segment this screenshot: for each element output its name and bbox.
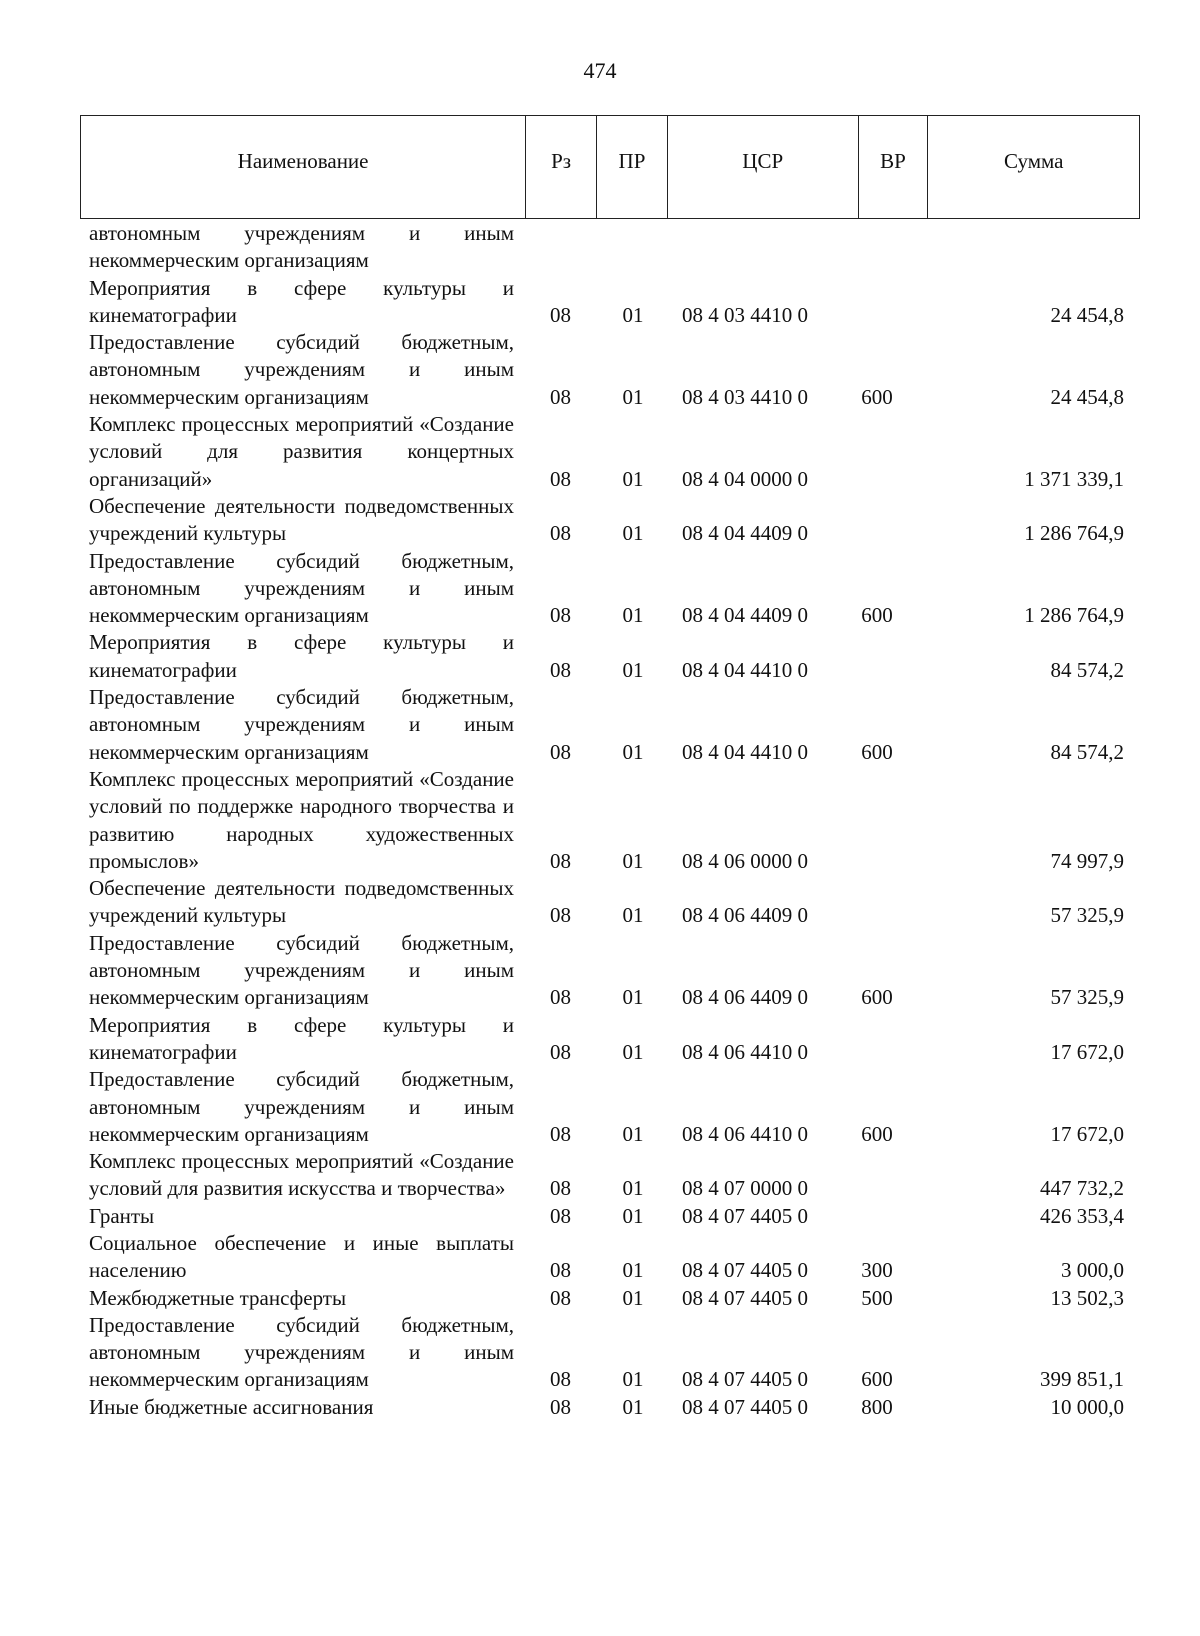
row-pr: 01 [622, 466, 644, 491]
row-name: Мероприятия в сфере культуры и кинематографии [89, 630, 514, 682]
row-vr: 600 [861, 1121, 893, 1146]
row-rz: 08 [550, 1367, 571, 1392]
row-sum: 17 672,0 [1050, 1121, 1124, 1146]
row-csr: 08 4 07 4405 0 [682, 1394, 808, 1419]
row-rz: 08 [550, 985, 571, 1010]
row-vr: 600 [861, 1367, 893, 1392]
row-sum: 24 454,8 [1050, 384, 1124, 409]
header-rz: Рз [526, 116, 597, 218]
row-pr: 01 [622, 1367, 644, 1392]
header-pr: ПР [597, 116, 668, 218]
row-pr: 01 [622, 603, 644, 628]
header-name: Наименование [81, 116, 526, 218]
row-sum: 1 371 339,1 [1024, 466, 1124, 491]
row-csr: 08 4 04 4410 0 [682, 739, 808, 764]
table-row [89, 275, 1129, 330]
row-pr: 01 [622, 1285, 644, 1310]
row-rz: 08 [550, 1121, 571, 1146]
table-row [89, 930, 1129, 1012]
table-row [89, 1148, 1129, 1203]
row-name: Комплекс процессных мероприятий «Создание условий для развития искусства и творчества» [89, 1149, 514, 1201]
header-sum: Сумма [1003, 148, 1064, 173]
table-row [89, 1285, 1129, 1312]
row-sum: 426 353,4 [1040, 1203, 1124, 1228]
row-rz: 08 [550, 1039, 571, 1064]
row-name: автономным учреждениям и иным некоммерческим организациям [89, 221, 514, 273]
table-header [80, 115, 1140, 219]
row-sum: 17 672,0 [1050, 1039, 1124, 1064]
table-row [89, 1312, 1129, 1394]
row-rz: 08 [550, 302, 571, 327]
table-row [89, 329, 1129, 411]
row-rz: 08 [550, 1285, 571, 1310]
row-name: Межбюджетные трансферты [89, 1285, 347, 1310]
table-body [89, 220, 1129, 1421]
row-pr: 01 [622, 1039, 644, 1064]
row-pr: 01 [622, 985, 644, 1010]
table-row [89, 1230, 1129, 1285]
row-rz: 08 [550, 739, 571, 764]
row-name: Предоставление субсидий бюджетным, автономным учреждениям и иным некоммерческим организациям [89, 330, 514, 409]
row-sum: 57 325,9 [1050, 903, 1124, 928]
row-sum: 447 732,2 [1040, 1176, 1124, 1201]
row-sum: 1 286 764,9 [1024, 603, 1124, 628]
row-sum: 13 502,3 [1050, 1285, 1124, 1310]
row-csr: 08 4 07 4405 0 [682, 1258, 808, 1283]
row-name: Обеспечение деятельности подведомственных учреждений культуры [89, 493, 514, 546]
row-csr: 08 4 04 4410 0 [682, 657, 808, 682]
row-csr: 08 4 07 0000 0 [682, 1176, 808, 1201]
row-name: Комплекс процессных мероприятий «Создание условий по поддержке народного творчества и развитию народных художественных промыслов» [89, 766, 514, 873]
row-name: Предоставление субсидий бюджетным, автономным учреждениям и иным некоммерческим организациям [89, 1312, 514, 1392]
row-rz: 08 [550, 657, 571, 682]
row-csr: 08 4 04 0000 0 [682, 466, 808, 491]
row-sum: 3 000,0 [1061, 1258, 1124, 1283]
row-name: Комплекс процессных мероприятий «Создание условий для развития концертных организаций» [89, 412, 514, 491]
row-rz: 08 [550, 1176, 571, 1201]
row-pr: 01 [622, 1176, 644, 1201]
table-row [89, 875, 1129, 930]
table-row [89, 411, 1129, 493]
row-name: Предоставление субсидий бюджетным, автономным учреждениям и иным некоммерческим организациям [89, 548, 514, 628]
row-sum: 84 574,2 [1050, 739, 1124, 764]
row-vr: 300 [861, 1258, 893, 1283]
table-row [89, 1203, 1129, 1230]
table-row [89, 1066, 1129, 1148]
row-csr: 08 4 07 4405 0 [682, 1203, 808, 1228]
row-sum: 84 574,2 [1050, 657, 1124, 682]
row-vr: 600 [861, 603, 893, 628]
row-rz: 08 [550, 1394, 571, 1419]
row-vr: 600 [861, 739, 893, 764]
row-vr: 600 [861, 985, 893, 1010]
row-csr: 08 4 06 0000 0 [682, 848, 808, 873]
table-row [89, 766, 1129, 875]
header-csr: ЦСР [668, 116, 859, 218]
page-number: 474 [583, 58, 617, 83]
row-name: Предоставление субсидий бюджетным, автономным учреждениям и иным некоммерческим организациям [89, 1067, 514, 1146]
row-csr: 08 4 04 4409 0 [682, 603, 808, 628]
row-pr: 01 [622, 1258, 644, 1283]
row-sum: 74 997,9 [1050, 848, 1124, 873]
row-csr: 08 4 06 4409 0 [682, 903, 808, 928]
row-csr: 08 4 03 4410 0 [682, 302, 808, 327]
row-name: Мероприятия в сфере культуры и кинематографии [89, 1012, 514, 1064]
row-rz: 08 [550, 603, 571, 628]
table-row [89, 684, 1129, 766]
row-csr: 08 4 04 4409 0 [682, 521, 808, 546]
row-rz: 08 [550, 466, 571, 491]
row-sum: 57 325,9 [1050, 985, 1124, 1010]
row-csr: 08 4 07 4405 0 [682, 1285, 808, 1310]
row-rz: 08 [550, 903, 571, 928]
row-pr: 01 [622, 1121, 644, 1146]
row-csr: 08 4 06 4410 0 [682, 1039, 808, 1064]
row-pr: 01 [622, 302, 644, 327]
row-pr: 01 [622, 848, 644, 873]
row-name: Предоставление субсидий бюджетным, автономным учреждениям и иным некоммерческим организациям [89, 685, 514, 764]
row-rz: 08 [550, 521, 571, 546]
row-pr: 01 [622, 657, 644, 682]
table-row [89, 629, 1129, 684]
row-sum: 24 454,8 [1050, 302, 1124, 327]
row-vr: 500 [861, 1285, 893, 1310]
table-row [89, 493, 1129, 548]
row-name: Предоставление субсидий бюджетным, автономным учреждениям и иным некоммерческим организациям [89, 930, 514, 1010]
row-pr: 01 [622, 1394, 644, 1419]
table-row [89, 1394, 1129, 1421]
table-row [89, 1012, 1129, 1067]
row-csr: 08 4 06 4409 0 [682, 985, 808, 1010]
row-name: Обеспечение деятельности подведомственных учреждений культуры [89, 876, 514, 928]
row-pr: 01 [622, 903, 644, 928]
row-sum: 399 851,1 [1040, 1367, 1124, 1392]
table-row [89, 548, 1129, 630]
row-name: Гранты [89, 1203, 155, 1228]
row-rz: 08 [550, 1258, 571, 1283]
row-pr: 01 [622, 521, 644, 546]
row-csr: 08 4 06 4410 0 [682, 1121, 808, 1146]
row-name: Мероприятия в сфере культуры и кинематографии [89, 275, 514, 327]
row-rz: 08 [550, 384, 571, 409]
row-vr: 800 [861, 1394, 893, 1419]
row-name: Иные бюджетные ассигнования [89, 1394, 374, 1419]
row-csr: 08 4 07 4405 0 [682, 1367, 808, 1392]
row-pr: 01 [622, 384, 644, 409]
row-sum: 10 000,0 [1050, 1394, 1124, 1419]
row-csr: 08 4 03 4410 0 [682, 384, 808, 409]
row-pr: 01 [622, 1203, 644, 1228]
table-row [89, 220, 1129, 275]
row-rz: 08 [550, 848, 571, 873]
row-sum: 1 286 764,9 [1024, 521, 1124, 546]
row-name: Социальное обеспечение и иные выплаты населению [89, 1230, 514, 1283]
row-pr: 01 [622, 739, 644, 764]
row-vr: 600 [861, 384, 893, 409]
header-vr: ВР [859, 116, 929, 218]
row-rz: 08 [550, 1203, 571, 1228]
